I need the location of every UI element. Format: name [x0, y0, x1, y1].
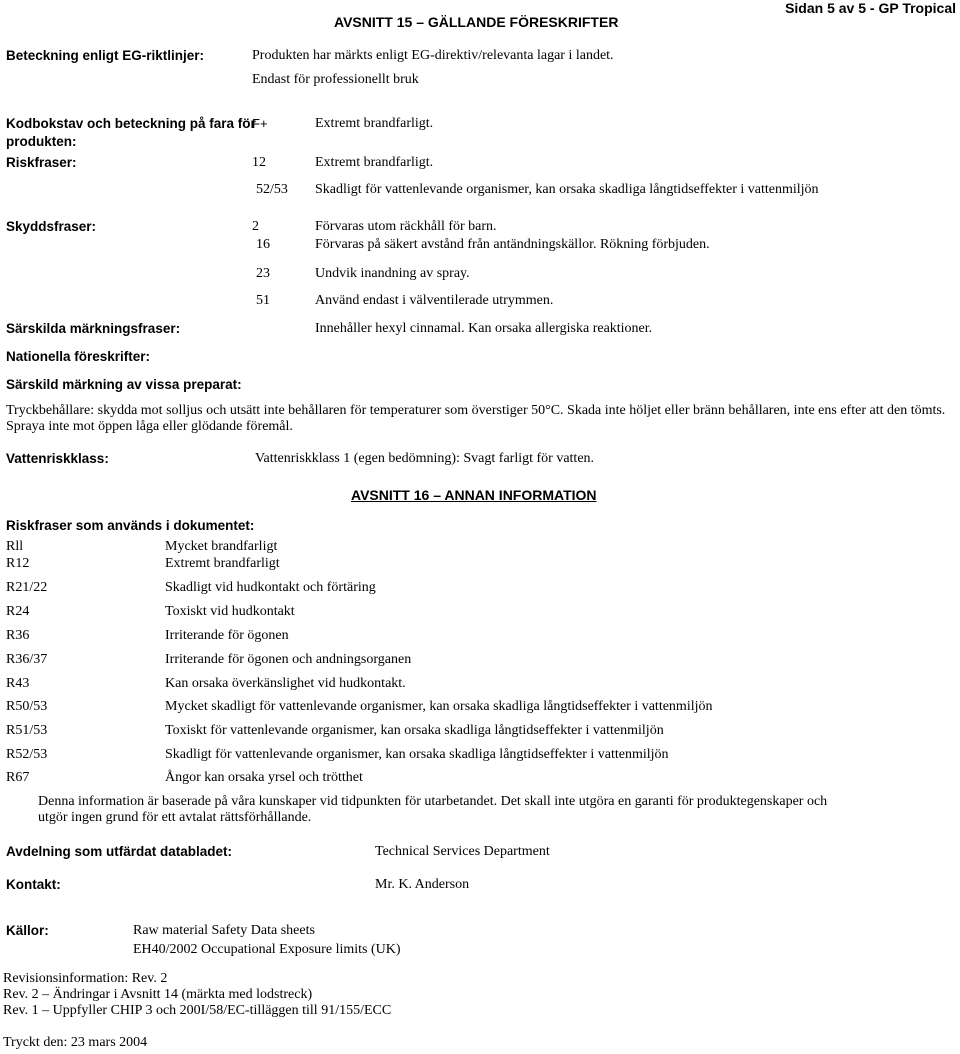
safety-text: Undvik inandning av spray.	[315, 266, 470, 281]
risk-label: Riskfraser:	[6, 155, 77, 170]
revision-line: Rev. 1 – Uppfyller CHIP 3 och 200I/58/EC-tilläggen till 91/155/ECC	[3, 1003, 392, 1018]
disclaimer: Denna information är baserade på våra kunskaper vid tidpunkten för utarbetandet. Det skall inte utgöra en garanti för produktegenskaper och utgör ingen grund för ett avtalat rättsförhållande.	[38, 794, 828, 825]
phrase-code: R51/53	[6, 723, 48, 738]
phrase-text: Kan orsaka överkänslighet vid hudkontakt.	[165, 676, 406, 691]
safety-code: 51	[256, 293, 270, 308]
dept-label: Avdelning som utfärdat databladet:	[6, 844, 233, 859]
phrase-code: R36	[6, 628, 30, 643]
contact-label: Kontakt:	[6, 877, 61, 892]
phrase-text: Extremt brandfarligt	[165, 556, 280, 571]
printed-date: Tryckt den: 23 mars 2004	[3, 1035, 148, 1050]
safety-code: 23	[256, 266, 270, 281]
phrase-code: R43	[6, 676, 30, 691]
hazard-label-1: Kodbokstav och beteckning på fara för	[6, 116, 256, 131]
phrase-text: Toxiskt vid hudkontakt	[165, 604, 295, 619]
eg-line-2: Endast för professionellt bruk	[252, 72, 419, 87]
phrase-text: Toxiskt för vattenlevande organismer, kan orsaka skadliga långtidseffekter i vattenmiljön	[165, 723, 664, 738]
safety-code: 16	[256, 237, 270, 252]
page-info: Sidan 5 av 5 - GP Tropical	[785, 0, 956, 16]
contact-value: Mr. K. Anderson	[375, 877, 470, 892]
phrase-code: R21/22	[6, 580, 48, 595]
special-label: Särskilda märkningsfraser:	[6, 321, 181, 336]
risk-code: 52/53	[256, 182, 288, 197]
prep-text: Tryckbehållare: skydda mot solljus och utsätt inte behållaren för temperaturer som överstiger 50°C. Skada inte höljet eller bränn behållaren, inte ens efter att den tömts. Spraya inte mot öppen låga eller glödande föremål.	[6, 403, 946, 434]
water-text: Vattenriskklass 1 (egen bedömning): Svagt farligt för vatten.	[255, 451, 595, 466]
source-item: EH40/2002 Occupational Exposure limits (UK)	[133, 942, 401, 957]
eg-line-1: Produkten har märkts enligt EG-direktiv/relevanta lagar i landet.	[252, 48, 614, 63]
risk-text: Skadligt för vattenlevande organismer, kan orsaka skadliga långtidseffekter i vattenmiljön	[315, 182, 819, 197]
phrase-text: Skadligt för vattenlevande organismer, kan orsaka skadliga långtidseffekter i vattenmiljön	[165, 747, 669, 762]
hazard-code: F+	[252, 116, 268, 131]
phrase-code: R36/37	[6, 652, 48, 667]
phrase-code: R12	[6, 556, 30, 571]
phrase-code: R67	[6, 770, 30, 785]
phrase-text: Mycket brandfarligt	[165, 539, 278, 554]
hazard-label-2: produkten:	[6, 134, 77, 149]
safety-text: Förvaras på säkert avstånd från antändningskällor. Rökning förbjuden.	[315, 237, 710, 252]
safety-label: Skyddsfraser:	[6, 219, 97, 234]
national-label: Nationella föreskrifter:	[6, 349, 151, 364]
phrase-text: Skadligt vid hudkontakt och förtäring	[165, 580, 376, 595]
eg-label: Beteckning enligt EG-riktlinjer:	[6, 48, 205, 63]
risk-text: Extremt brandfarligt.	[315, 155, 434, 170]
phrase-code: R52/53	[6, 747, 48, 762]
section-16-title: AVSNITT 16 – ANNAN INFORMATION	[351, 487, 597, 503]
safety-text: Använd endast i välventilerade utrymmen.	[315, 293, 554, 308]
water-label: Vattenriskklass:	[6, 451, 109, 466]
revision-line: Revisionsinformation: Rev. 2	[3, 971, 168, 986]
revision-line: Rev. 2 – Ändringar i Avsnitt 14 (märkta med lodstreck)	[3, 987, 313, 1002]
section-15-title: AVSNITT 15 – GÄLLANDE FÖRESKRIFTER	[334, 14, 619, 30]
phrase-text: Irriterande för ögonen och andningsorganen	[165, 652, 412, 667]
source-item: Raw material Safety Data sheets	[133, 923, 315, 938]
phrase-text: Irriterande för ögonen	[165, 628, 289, 643]
phrase-text: Mycket skadligt för vattenlevande organismer, kan orsaka skadliga långtidseffekter i vattenmiljön	[165, 699, 713, 714]
phrase-code: R24	[6, 604, 30, 619]
special-text: Innehåller hexyl cinnamal. Kan orsaka allergiska reaktioner.	[315, 321, 653, 336]
phrase-text: Ångor kan orsaka yrsel och trötthet	[165, 770, 363, 785]
dept-value: Technical Services Department	[375, 844, 550, 859]
sources-label: Källor:	[6, 923, 49, 938]
phrases-label: Riskfraser som används i dokumentet:	[6, 518, 255, 533]
hazard-text: Extremt brandfarligt.	[315, 116, 434, 131]
phrase-code: Rll	[6, 539, 24, 554]
prep-label: Särskild märkning av vissa preparat:	[6, 377, 242, 392]
safety-text: Förvaras utom räckhåll för barn.	[315, 219, 497, 234]
phrase-code: R50/53	[6, 699, 48, 714]
safety-code: 2	[252, 219, 259, 234]
risk-code: 12	[252, 155, 266, 170]
